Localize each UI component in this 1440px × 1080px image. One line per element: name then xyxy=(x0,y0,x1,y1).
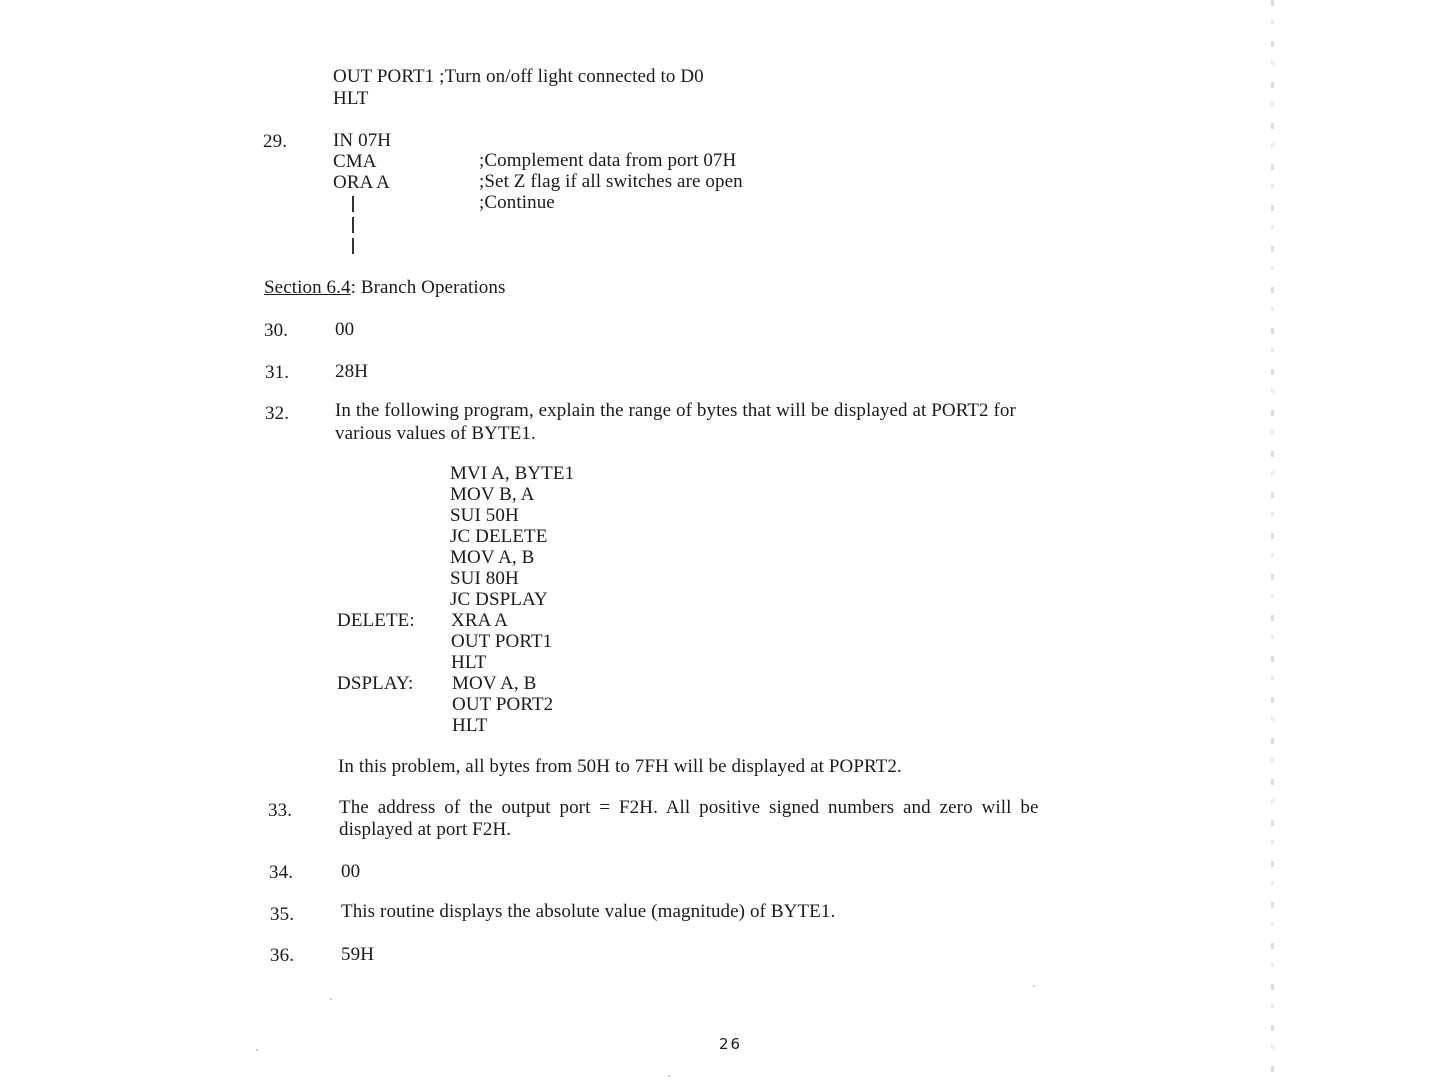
program-line: OUT PORT2 xyxy=(452,694,554,715)
program-line: MOV A, B xyxy=(450,547,535,568)
question-number-35: 35. xyxy=(270,904,295,925)
question-number-33: 33. xyxy=(268,800,293,821)
q31-answer: 28H xyxy=(335,361,369,382)
program-line: OUT PORT1 xyxy=(451,631,553,652)
q35-answer: This routine displays the absolute value (magnitude) of BYTE1. xyxy=(341,901,836,922)
q34-answer: 00 xyxy=(341,861,361,882)
scan-edge-artifact xyxy=(1271,0,1274,1080)
program-line: XRA A xyxy=(451,610,508,631)
q32-text-line1: In the following program, explain the range of bytes that will be displayed at PORT2 for xyxy=(335,400,1016,421)
code-line-hlt: HLT xyxy=(333,88,369,109)
question-number-36: 36. xyxy=(270,945,295,966)
scan-speck xyxy=(1033,985,1035,987)
q30-answer: 00 xyxy=(335,319,355,340)
question-number-32: 32. xyxy=(265,403,290,424)
program-line: SUI 80H xyxy=(450,568,519,589)
program-line: MOV A, B xyxy=(452,673,537,694)
program-line: JC DSPLAY xyxy=(450,589,548,610)
label-dsplay: DSPLAY: xyxy=(337,673,414,694)
scan-speck xyxy=(256,1049,258,1051)
continuation-bar xyxy=(352,217,354,233)
question-number-31: 31. xyxy=(265,362,290,383)
continuation-bar xyxy=(352,196,354,212)
q32-text-line2: various values of BYTE1. xyxy=(335,423,536,444)
program-line: MVI A, BYTE1 xyxy=(450,463,575,484)
section-title: : Branch Operations xyxy=(350,277,506,298)
q32-answer: In this problem, all bytes from 50H to 7FH will be displayed at POPRT2. xyxy=(338,756,902,777)
scan-speck xyxy=(330,998,332,1000)
question-number-29: 29. xyxy=(263,131,288,152)
q36-answer: 59H xyxy=(341,944,375,965)
section-ref: Section 6.4 xyxy=(264,277,351,298)
program-line: HLT xyxy=(452,715,488,736)
q33-text-line1: The address of the output port = F2H. All positive signed numbers and zero will be xyxy=(339,797,1039,818)
program-line: JC DELETE xyxy=(450,526,548,547)
program-line: SUI 50H xyxy=(450,505,519,526)
label-delete: DELETE: xyxy=(337,610,415,631)
question-number-30: 30. xyxy=(264,320,289,341)
question-number-34: 34. xyxy=(269,862,294,883)
q29-comment-continue: ;Continue xyxy=(479,192,555,213)
q29-code-ora: ORA A xyxy=(333,172,390,193)
program-line: MOV B, A xyxy=(450,484,535,505)
q33-text-line2: displayed at port F2H. xyxy=(339,819,512,840)
scan-speck xyxy=(668,1075,670,1077)
code-line-out-port1: OUT PORT1 ;Turn on/off light connected to D0 xyxy=(333,66,704,87)
section-heading xyxy=(264,277,506,298)
q29-code-in: IN 07H xyxy=(333,130,392,151)
q29-comment-complement: ;Complement data from port 07H xyxy=(479,150,737,171)
page-number: 26 xyxy=(719,1035,743,1053)
continuation-bar xyxy=(352,238,354,254)
program-line: HLT xyxy=(451,652,487,673)
q29-code-cma: CMA xyxy=(333,151,377,172)
q29-comment-zflag: ;Set Z flag if all switches are open xyxy=(479,171,743,192)
